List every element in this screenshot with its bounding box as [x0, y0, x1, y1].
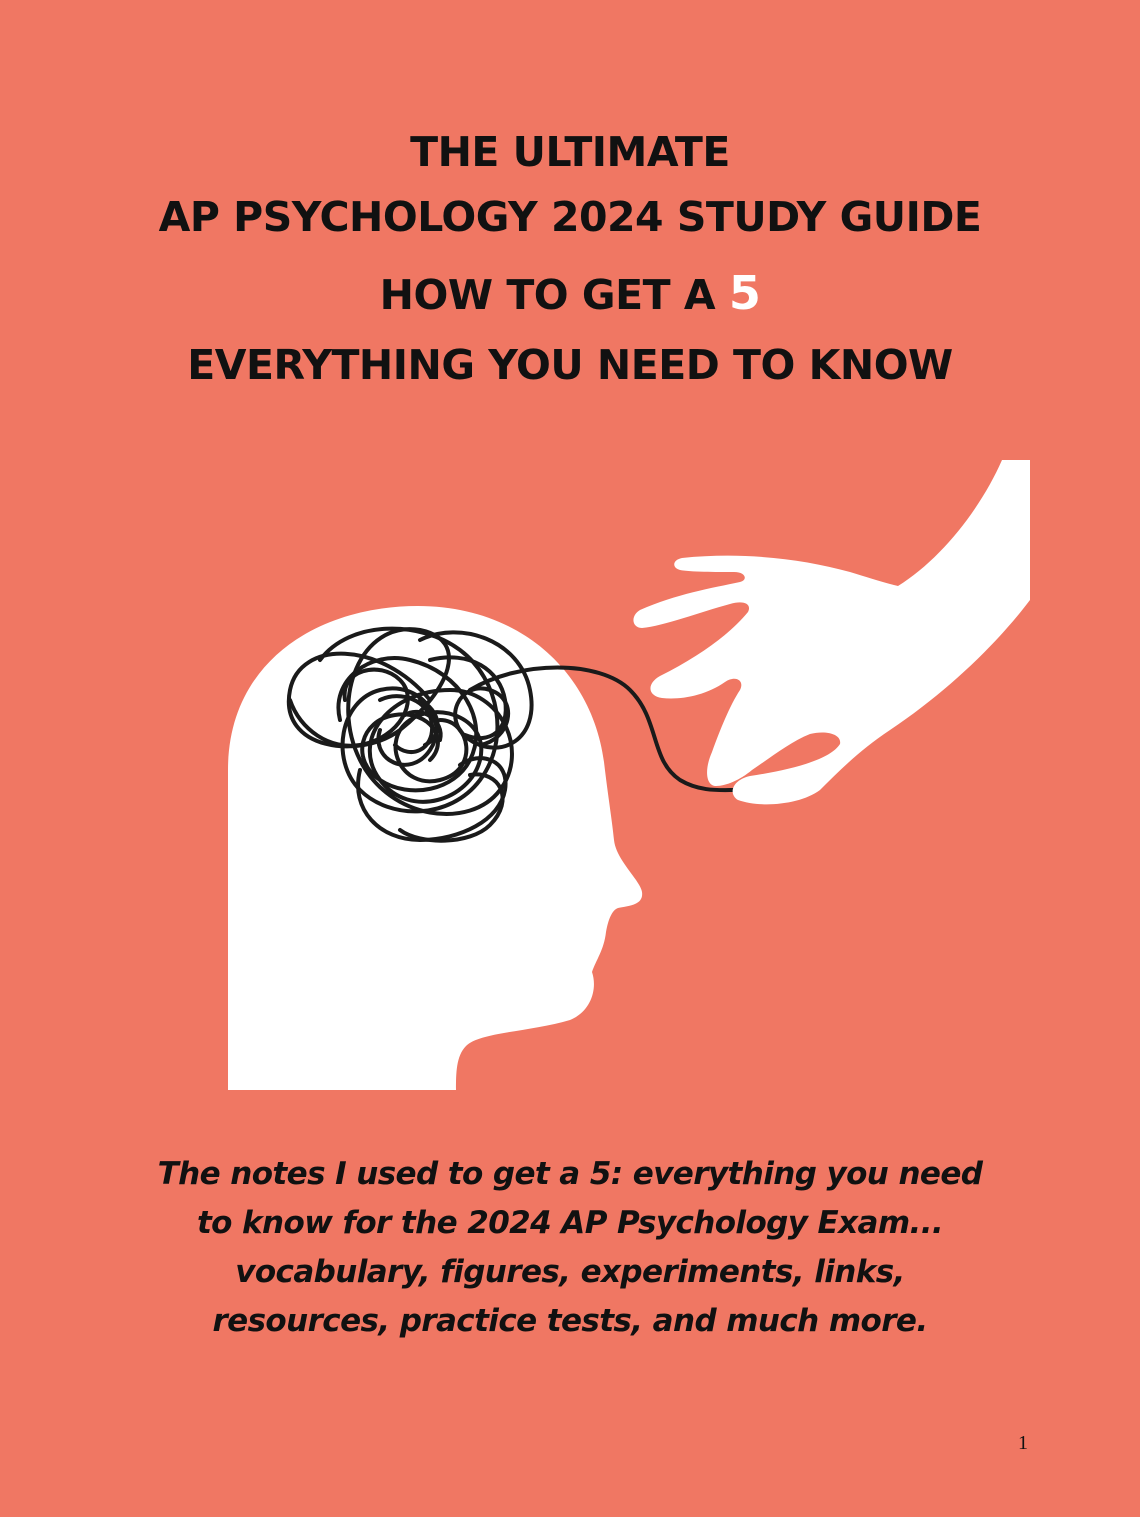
page-title: [0, 128, 1140, 389]
title-line-3-prefix: HOW TO GET A: [379, 271, 729, 319]
score-highlight: 5: [728, 266, 761, 320]
title-line-2: AP PSYCHOLOGY 2024 STUDY GUIDE: [158, 193, 982, 241]
subtitle-line-2: to know for the 2024 AP Psychology Exam...: [196, 1205, 944, 1241]
title-line-4: EVERYTHING YOU NEED TO KNOW: [187, 341, 953, 389]
subtitle-paragraph: [100, 1150, 1040, 1346]
title-line-3: [0, 266, 1140, 320]
title-line-1: THE ULTIMATE: [410, 128, 730, 176]
hand-pulling-thread-icon: [633, 460, 1030, 804]
subtitle-line-4: resources, practice tests, and much more.: [212, 1303, 928, 1339]
subtitle-line-3: vocabulary, figures, experiments, links,: [235, 1254, 905, 1290]
page-number: 1: [1018, 1432, 1028, 1454]
head-silhouette-icon: [228, 606, 642, 1090]
cover-illustration: [0, 440, 1140, 1120]
subtitle-line-1: The notes I used to get a 5: everything you need: [157, 1156, 983, 1192]
